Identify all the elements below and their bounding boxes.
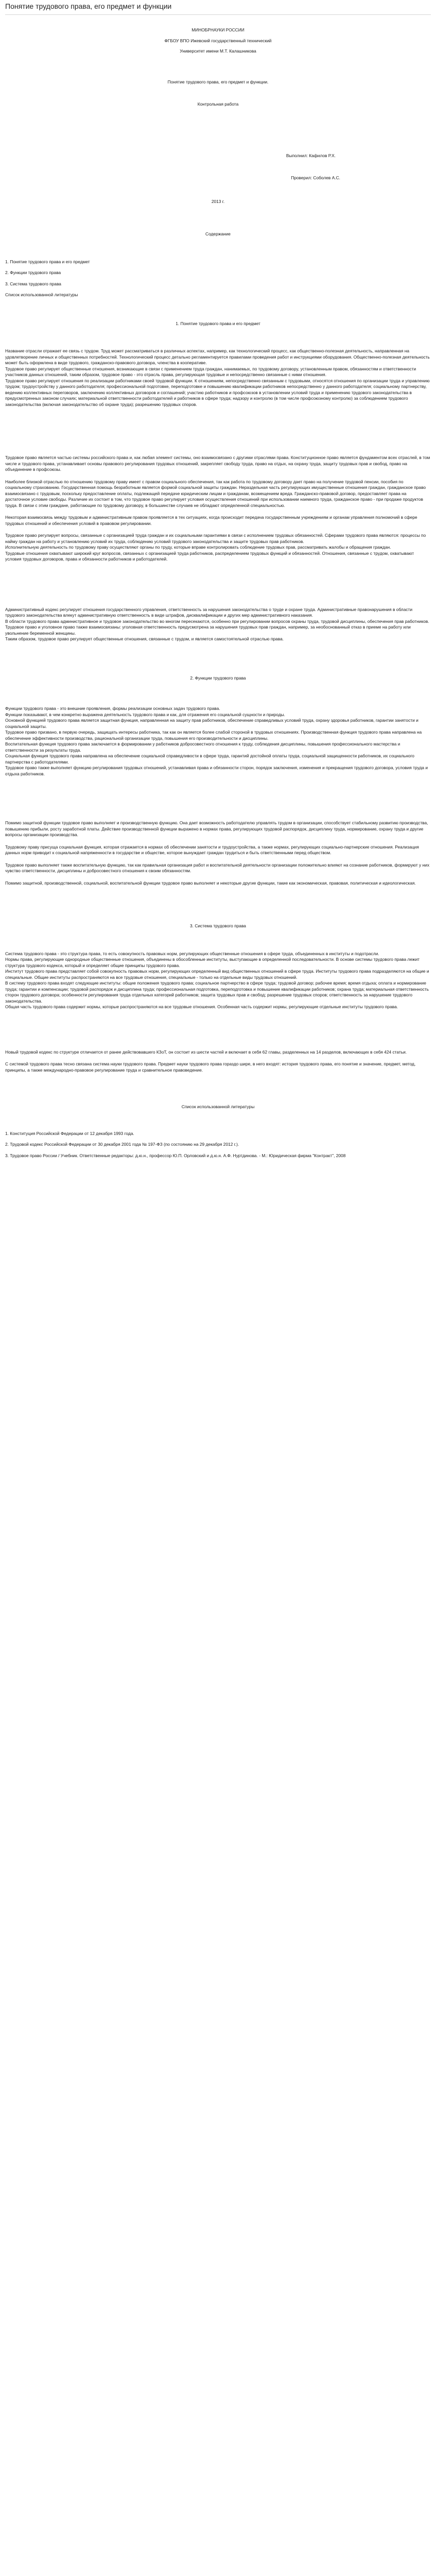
paragraph: Система трудового права - это структура права, то есть совокупность правовых норм, регулирующих общественные отношения в сфере труда, объединенных в институты и подотрасли. [5, 951, 379, 956]
bibliography-heading: Список использованной литературы [181, 1104, 255, 1109]
paragraph: Помимо защитной, производственной, социальной, воспитательной функции трудовое право выполняет и некоторые другие функции, такие как экономическая, правовая, политическая и идеологическая. [5, 880, 416, 886]
paragraph: Трудовое право также выполняет функцию регулирования трудовых отношений, устанавливая права и обязанности сторон, порядок заключения, изменения и прекращения трудового договора, условия труда и отдыха работников. [5, 765, 429, 776]
paragraph: Трудовое право регулирует общественные отношения, возникающие в связи с применением труда граждан, нанимаемых, по трудовому договору, установленным правом, обязанностям и ответственности участников данных отношений, таким образом, трудовое право - это отрасль права, регулирующая трудовые и непосредственно связанные с ними отношения. [5, 366, 417, 377]
ministry-name: МИНОБРНАУКИ РОССИИ [191, 27, 245, 32]
paragraph: В области трудового права административное и трудовое законодательство во многом пересекаются, особенно при регулировании вопросов охраны труда, трудовой дисциплины, обеспечения прав работников. [5, 618, 429, 624]
paragraph: Общая часть трудового права содержит нормы, которые распространяются на все трудовые отношения. Особенная часть содержит нормы, регулирующие отдельные институты трудового права. [5, 1004, 398, 1009]
section-3 [5, 923, 431, 1073]
section-heading: 3. Система трудового права [190, 923, 246, 928]
section-1-block-c [5, 607, 431, 642]
paragraph: Помимо защитной функции трудовое право выполняет и производственную функцию. Она дает возможность работодателю управлять трудом в организации, способствует стабильному развитию производства, повышению прибыли, росту заработной платы. Действие производственной функции выражено в нормах права, регулирующих трудовой распорядок, дисциплину труда, нормирование, охрану труда и другие вопросы организации производства. [5, 820, 429, 837]
bibliography-item: 3. Трудовое право России / Учебник. Ответственные редакторы: д.ю.н., профессор Ю.П. Орловский и д.ю.н. А.Ф. Нуртдинова. - М.: Юридическая фирма "Контракт", 2008 [5, 1153, 346, 1158]
toc-item: 1. Понятие трудового права и его предмет [5, 259, 90, 264]
checker-line: Проверил: Соболев А.С. [291, 175, 340, 180]
bibliography [5, 1104, 431, 1159]
section-heading: 1. Понятие трудового права и его предмет [176, 320, 260, 326]
paragraph: Воспитательная функция трудового права заключается в формировании у работников добросовестного отношения к труду, соблюдения дисциплины, повышения профессионального мастерства и ответственности за результаты труда. [5, 741, 402, 753]
section-3-block-b [5, 1049, 431, 1074]
year-line: 2013 г. [211, 198, 225, 204]
bibliography-item: 1. Конституция Российской Федерации от 12 декабря 1993 года. [5, 1130, 134, 1136]
section-heading: 2. Функции трудового права [190, 675, 246, 681]
section-1 [5, 321, 431, 642]
section-2-block-b [5, 820, 431, 886]
paragraph: С системой трудового права тесно связана система науки трудового права. Предмет науки трудового права гораздо шире, в него входят: история трудового права, его понятие и значение, предмет, метод, принципы, а также международно-правовое регулирование труда и сравнительное правоведение. [5, 1061, 417, 1073]
paragraph: Трудовому праву присуща социальная функция, которая отражается в нормах об обеспечении занятости и трудоустройства, а также нормах, регулирующих социально-партнерские отношения. Реализация данных норм приводит к социальной напряженности в государстве и обществе, которое вынуждает граждан трудиться и быть ответственными перед обществом. [5, 844, 421, 855]
page [0, 2, 436, 2576]
bibliography-list [5, 1131, 431, 1159]
toc-item: 2. Функции трудового права [5, 270, 61, 275]
section-2 [5, 675, 431, 887]
paragraph: Функции трудового права - это внешние проявления, формы реализации основных задач трудового права. [5, 706, 220, 711]
paragraph: Таким образом, трудовое право регулирует общественные отношения, связанные с трудом, и является самостоятельной отраслью права. [5, 636, 284, 641]
paragraph: Трудовые отношения охватывают широкий круг вопросов, связанных с организацией труда работников, распределением трудовых функций и обязанностей. Отношения, связанные с трудом, охватывают условия трудовых договоров, права и обязанности работников и работодателей. [5, 550, 415, 562]
title-divider [5, 14, 431, 15]
paragraph: Основной функцией трудового права является защитная функция, направленная на защиту прав работников, обеспечение справедливых условий труда, охрану здоровья работников, гарантии занятости и социальной защиты. [5, 718, 420, 729]
paragraph: Некоторая взаимосвязь между трудовым и административным правом проявляется в тех ситуациях, когда происходит передача государственным учреждениям и органам управления полномочий в сфере трудовых отношений и обеспечения условий в правовом регулировании. [5, 515, 418, 526]
paragraph: Социальная функция трудового права направлена на обеспечение социальной справедливости в сфере труда, гарантий достойной оплаты труда, социальной защищенности работников, их социального партнерства с работодателями. [5, 753, 416, 765]
author-line: Выполнил: Кафилов Р.Х. [286, 152, 336, 158]
paragraph: Новый трудовой кодекс по структуре отличается от ранее действовавшего КЗоТ, он состоит из шести частей и включает в себя 62 главы, разделенных на 14 разделов, включающих в себя 424 статьи. [5, 1049, 407, 1055]
toc-item: 3. Система трудового права [5, 281, 61, 286]
toc-heading: Содержание [205, 231, 231, 236]
paragraph: Нормы права, регулирующие однородные общественные отношения, объединены в обособленные институты, выступающие в определенной последовательности. В основе системы трудового права лежит структура трудового кодекса, который и определяет общие принципы трудового права. [5, 957, 421, 968]
section-1-block-b [5, 455, 431, 563]
paragraph: Институт трудового права представляет собой совокупность правовых норм, регулирующих определенный вид общественных отношений в сфере труда. Институты трудового права подразделяются на общие и специальные. Общие институты распространяются на все трудовые отношения, специальные - только на отдельные виды трудовых отношений. [5, 969, 430, 980]
title-page [5, 27, 431, 205]
institution-name: ФГБОУ ВПО Ижевский государственный технический [164, 38, 272, 43]
section-1-block-a [5, 348, 431, 408]
paragraph: Трудовое право регулирует отношения по реализации работниками своей трудовой функции. К отношениям, непосредственно связанным с трудовыми, относятся отношения по организации труда и управлению трудом; трудоустройству у данного работодателя; профессиональной подготовке, переподготовке и повышению квалификации работников непосредственно у данного работодателя; социальному партнерству, ведению коллективных переговоров, заключению коллективных договоров и соглашений; участию работников и профсоюзов в установлении условий труда и применению трудового законодательства в предусмотренных законом случаях; материальной ответственности работодателей и работников в сфере труда; надзору и контролю (в том числе профсоюзному контролю) за соблюдением трудового законодательства (включая законодательство об охране труда); разрешению трудовых споров. [5, 378, 431, 407]
table-of-contents [5, 231, 431, 298]
paragraph: В систему трудового права входят следующие институты: общие положения трудового права; социальное партнерство в сфере труда; трудовой договор; рабочее время; время отдыха; оплата и нормирование труда; гарантии и компенсации; трудовой распорядок и дисциплина труда; профессиональная подготовка, переподготовка и повышение квалификации работников; охрана труда; материальная ответственность сторон трудового договора; особенности регулирования труда отдельных категорий работников; защита трудовых прав и свобод; разрешение трудовых споров; ответственность за нарушение трудового законодательства. [5, 980, 430, 1004]
paragraph: Исполнительную деятельность по трудовому праву осуществляют органы по труду, которые вправе контролировать соблюдение трудовых прав, рассматривать жалобы и обращения граждан. [5, 545, 391, 550]
work-topic: Понятие трудового права, его предмет и функции. [167, 79, 269, 84]
toc-list [5, 259, 431, 298]
work-type: Контрольная работа [197, 101, 239, 107]
paragraph: Трудовое право регулирует вопросы, связанные с организацией труда граждан и их социальными гарантиями в связи с исполнением трудовых обязанностей. Сферами трудового права являются: процессы по найму граждан на работу и установлению условий их труда, соблюдению условий трудового законодательства и защите трудовых прав работников. [5, 533, 427, 544]
toc-item: Список использованной литературы [5, 292, 78, 297]
paragraph: Трудовое право выполняет также воспитательную функцию, так как правильная организация работ и воспитательной деятельности организации положительно влияют на сознание работников, формируют у них чувство ответственности, дисциплины и добросовестного отношения к своим обязанностям. [5, 862, 431, 873]
document-title: Понятие трудового права, его предмет и функции [5, 2, 172, 10]
paragraph: Трудовое право является частью системы российского права и, как любая элемент системы, оно взаимосвязано с другими отраслями права. Конституционное право является фундаментом всех отраслей, в том числе и трудового права, устанавливает основы правового регулирования трудовых отношений, закрепляет свободу труда, право на отдых, на охрану труда, защиту трудовых прав и свобод, право на объединение в профсоюзы. [5, 455, 431, 472]
section-2-block-a [5, 706, 431, 777]
paragraph: Функции показывают, в чем конкретно выражена деятельность трудового права и как, для отражения его социальной сущности и природы. [5, 711, 285, 717]
paragraph: Трудовое право и уголовное право также взаимосвязаны: уголовная ответственность предусмотрена за нарушения трудовых прав граждан, например, за необоснованный отказ в приеме на работу или увольнение беременной женщины. [5, 624, 412, 636]
paragraph: Название отрасли отражает ее связь с трудом. Труд может рассматриваться в различных аспектах, например, как технологический процесс, как общественно-полезная деятельность, направленная на удовлетворение личных и общественных потребностей. Технологический процесс детально регламентируется правилами проведения работ и инструкциями оборудования. Общественно-полезная деятельность может быть оформлена в виде трудового, гражданско-правового договора, членства в кооперативе. [5, 348, 431, 365]
paragraph: Трудовое право призвано, в первую очередь, защищать интересы работника, так как он является более слабой стороной в трудовых отношениях. Производственная функция трудового права направлена на обеспечение эффективности производства, рациональной организации труда, повышения его производительности и дисциплины. [5, 730, 423, 741]
university-name: Университет имени М.Т. Калашникова [180, 48, 256, 54]
section-3-block-a [5, 951, 431, 1010]
paragraph: Наиболее близкой отраслью по отношению трудовому праву имеет с правом социального обеспечения, так как работа по трудовому договору дает право на получение трудовой пенсии, пособия по социальному страхованию. Государственная помощь безработным является формой социальной защиты граждан. Нераздельная часть регулирующих имущественные отношения граждан, гражданское право взаимосвязано с трудовым, поскольку предоставление оплаты, подлежащей передаче юридическим лицам и гражданам, возмещением вреда. Гражданско-правовой договор, предоставляет права на достаточное условие свободы. Различие их состоит в том, что трудовое право регулирует условия осуществления отношений при использовании наемного труда, гражданское право - при продаже продуктов труда. В связи с этим граждане, работающие по трудовому договору, в большинстве случаев не обладают определенной специальностью. [5, 479, 427, 508]
paragraph: Административный кодекс регулирует отношения государственного управления, ответственность за нарушения законодательства о труде и охране труда. Административные правонарушения в области трудового законодательства влекут административную ответственность в виде штрафов, дисквалификации и других мер административного наказания. [5, 606, 414, 618]
bibliography-item: 2. Трудовой кодекс Российской Федерации от 30 декабря 2001 года № 197-ФЗ (по состоянию на 29 декабря 2012 г.). [5, 1142, 239, 1147]
